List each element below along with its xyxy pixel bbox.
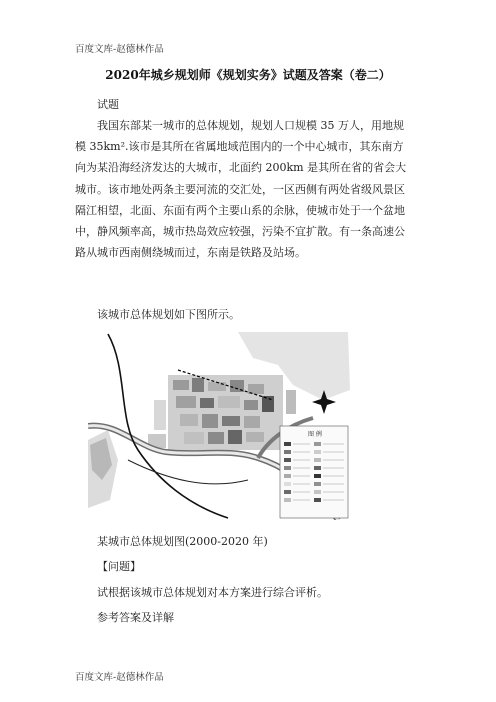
- city-master-plan-map: [88, 330, 350, 520]
- legend-title: 图 例: [308, 431, 322, 438]
- paragraph-line: 城市。该市地处两条主要河流的交汇处，一区西侧有两处省级风景区: [75, 182, 405, 196]
- paragraph-line: 中，静风频率高，城市热岛效应较强，污染不宜扩散。有一条高速公: [75, 225, 405, 239]
- map-intro: 该城市总体规划如下图所示。: [97, 308, 240, 321]
- map-caption: 某城市总体规划图(2000-2020 年): [97, 535, 268, 548]
- page-title: 2020年城乡规划师《规划实务》试题及答案（卷二）: [105, 68, 391, 82]
- paragraph-line: 模 35km².该市是其所在省属地域范围内的一个中心城市，其东南方: [75, 140, 404, 154]
- paragraph-line: 我国东部某一城市的总体规划，规划人口规模 35 万人，用地规: [97, 119, 404, 132]
- answer-label: 参考答案及详解: [97, 611, 174, 624]
- page-header: 百度文库-赵德林作品: [75, 44, 164, 55]
- section-label: 试题: [97, 98, 119, 111]
- paragraph-line: 路从城市西南侧绕城而过，东南是铁路及站场。: [75, 246, 306, 260]
- question-label: 【问题】: [97, 560, 141, 573]
- paragraph-line: 隔江相望，北面、东面有两个主要山系的余脉，使城市处于一个盆地: [75, 203, 405, 217]
- paragraph-line: 向为某沿海经济发达的大城市，北面约 200km 是其所在省的省会大: [75, 161, 407, 175]
- page-footer: 百度文库-赵德林作品: [75, 672, 164, 683]
- question-text: 试根据该城市总体规划对本方案进行综合评析。: [97, 586, 328, 599]
- problem-paragraph: [75, 115, 425, 263]
- map-legend: [280, 426, 348, 518]
